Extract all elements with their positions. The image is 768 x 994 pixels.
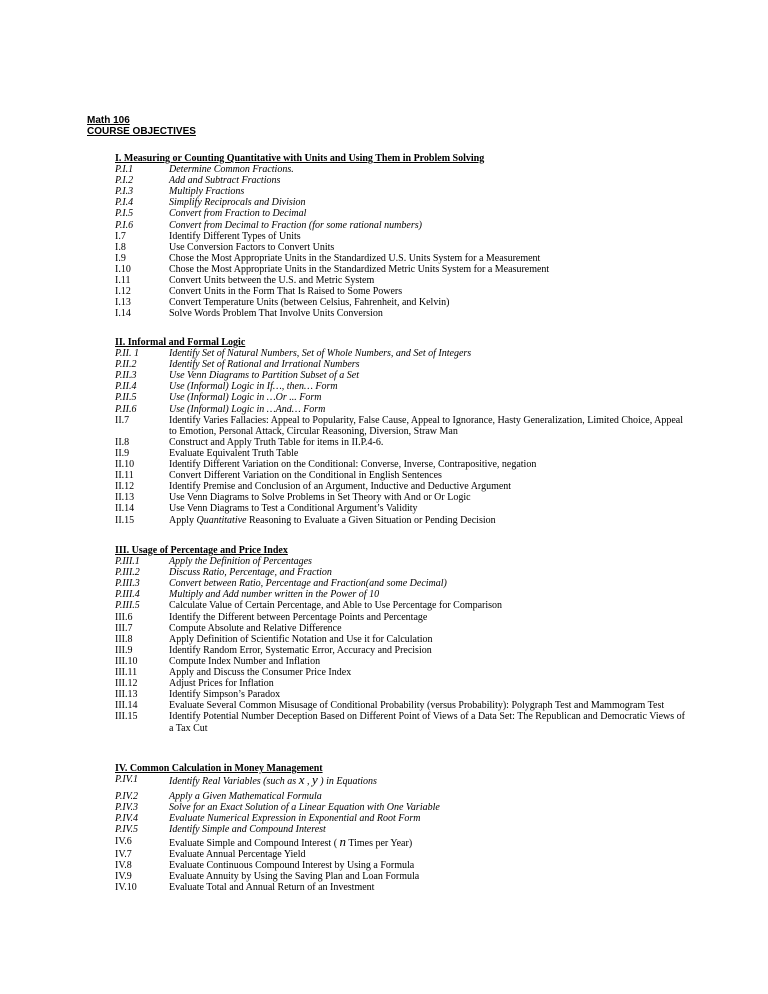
objective-text: Chose the Most Appropriate Units in the Standardized Metric Units System for a Measurement (169, 263, 550, 275)
list-item (115, 264, 689, 275)
objective-text: Identify Set of Rational and Irrational Numbers (169, 359, 360, 371)
list-item (115, 860, 689, 871)
objective-code: P.III.5 (115, 600, 140, 612)
objective-text: Convert Units in the Form That Is Raised to Some Powers (169, 286, 403, 298)
objective-code: P.IV.2 (115, 791, 138, 803)
objective-text: Compute Index Number and Inflation (169, 655, 321, 667)
objective-text: Use (Informal) Logic in …And… Form (169, 403, 326, 415)
objective-code: III.7 (115, 622, 133, 634)
objective-code: III.13 (115, 689, 138, 701)
variable-n: n (339, 833, 347, 849)
list-item (115, 645, 689, 656)
objective-text: Evaluate Annual Percentage Yield (169, 848, 306, 860)
list-item (115, 802, 689, 813)
objective-code: P.III.2 (115, 567, 140, 579)
list-item (115, 481, 689, 492)
objective-text: Apply and Discuss the Consumer Price Index (169, 667, 352, 679)
objective-text: Add and Subtract Fractions (169, 175, 281, 187)
section-3 (115, 545, 689, 734)
objective-text: Evaluate Continuous Compound Interest by Using a Formula (169, 859, 415, 871)
objective-code: II.8 (115, 436, 130, 448)
list-item (115, 197, 689, 208)
objective-text: Multiply and Add number written in the Power of 10 (169, 589, 380, 601)
list-item (115, 470, 689, 481)
objective-text: Multiply Fractions (169, 186, 245, 198)
objective-text: Evaluate Numerical Expression in Exponential and Root Form (169, 813, 421, 825)
list-item (115, 813, 689, 824)
objective-code: P.I.3 (115, 186, 134, 198)
list-item (115, 700, 689, 711)
objective-code: P.II. 1 (115, 348, 139, 360)
objective-text: Convert from Fraction to Decimal (169, 208, 307, 220)
objective-text: Discuss Ratio, Percentage, and Fraction (169, 567, 332, 579)
objective-text: Use (Informal) Logic in …Or ... Form (169, 392, 322, 404)
objective-text: Use Venn Diagrams to Solve Problems in Set Theory with And or Or Logic (169, 492, 471, 504)
list-item (115, 220, 689, 231)
objective-text: Convert Temperature Units (between Celsius, Fahrenheit, and Kelvin) (169, 297, 450, 309)
objective-code: I.7 (115, 230, 126, 242)
objective-code: P.IV.4 (115, 813, 138, 825)
list-item (115, 359, 689, 370)
objective-code: II.14 (115, 503, 135, 515)
objective-text: Identify the Different between Percentage Points and Percentage (169, 611, 428, 623)
list-item (115, 348, 689, 359)
objective-text: Calculate Value of Certain Percentage, and Able to Use Percentage for Comparison (169, 600, 503, 612)
objective-code: III.6 (115, 611, 133, 623)
list-item (115, 600, 689, 611)
objective-text: Identify Random Error, Systematic Error, Accuracy and Precision (169, 644, 432, 656)
list-item (115, 711, 689, 733)
objective-code: P.I.4 (115, 197, 134, 209)
list-item (115, 634, 689, 645)
list-item (115, 656, 689, 667)
objective-code: I.14 (115, 308, 131, 320)
objective-code: III.12 (115, 678, 138, 690)
course-title: Math 106 (87, 115, 130, 126)
list-item (115, 623, 689, 634)
objective-code: P.IV.5 (115, 824, 138, 836)
objective-code: III.9 (115, 644, 133, 656)
objective-text: Identify Simple and Compound Interest (169, 824, 326, 836)
objective-code: P.IV.3 (115, 802, 138, 814)
objective-code: P.III.3 (115, 578, 140, 590)
section-title: I. Measuring or Counting Quantitative with Units and Using Them in Problem Solving (115, 153, 485, 164)
objective-text: Identify Different Types of Units (169, 230, 301, 242)
objective-text: Adjust Prices for Inflation (169, 678, 274, 690)
objective-code: IV.9 (115, 870, 132, 882)
list-item (115, 448, 689, 459)
objective-code: P.II.4 (115, 381, 137, 393)
variable-x: x (298, 772, 305, 788)
objective-code: P.II.6 (115, 403, 137, 415)
objective-text: Identify Simpson’s Paradox (169, 689, 281, 701)
objective-text: Solve Words Problem That Involve Units Conversion (169, 308, 383, 320)
objective-text: Apply Quantitative Reasoning to Evaluate a Given Situation or Pending Decision (169, 514, 496, 526)
list-item (115, 503, 689, 514)
list-item (115, 415, 689, 437)
variable-y: y (311, 772, 318, 788)
objective-code: IV.6 (115, 835, 132, 847)
objective-code: I.9 (115, 252, 126, 264)
list-item (115, 404, 689, 415)
objective-text: Evaluate Equivalent Truth Table (169, 447, 299, 459)
objective-code: P.III.1 (115, 556, 140, 568)
objective-text: Convert Units between the U.S. and Metric System (169, 275, 375, 287)
objective-code: IV.7 (115, 848, 132, 860)
course-objectives-heading: COURSE OBJECTIVES (87, 126, 196, 137)
objective-code: III.14 (115, 700, 138, 712)
objective-text: Evaluate Several Common Misusage of Conditional Probability (versus Probability): Polygraph Test and Mammogram Test (169, 700, 665, 712)
objective-text: Identify Varies Fallacies: Appeal to Popularity, False Cause, Appeal to Ignorance, Hasty Generalization, Limited Choice, Appeal to Emotion, Personal Attack, Circular Reasoning, Diversion, Straw Man (169, 414, 684, 437)
list-item (115, 392, 689, 403)
list-item (115, 774, 689, 787)
objective-code: II.7 (115, 414, 130, 426)
objective-text: Identify Premise and Conclusion of an Argument, Inductive and Deductive Argument (169, 481, 512, 493)
objective-code: III.10 (115, 655, 138, 667)
objective-code: I.10 (115, 263, 131, 275)
list-item (115, 231, 689, 242)
objective-text: Apply Definition of Scientific Notation and Use it for Calculation (169, 633, 433, 645)
quantitative-emphasis: Quantitative (196, 514, 247, 526)
list-item (115, 381, 689, 392)
objective-text: Simplify Reciprocals and Division (169, 197, 306, 209)
objective-code: P.II.3 (115, 370, 137, 382)
section-4 (115, 763, 689, 893)
list-item (115, 370, 689, 381)
list-item (115, 208, 689, 219)
objective-code: III.8 (115, 633, 133, 645)
objective-text: Use Venn Diagrams to Partition Subset of a Set (169, 370, 359, 382)
list-item (115, 871, 689, 882)
objective-text: Determine Common Fractions. (169, 164, 294, 176)
objective-code: P.II.5 (115, 392, 137, 404)
list-item (115, 882, 689, 893)
objective-text: Identify Different Variation on the Conditional: Converse, Inverse, Contrapositive, negation (169, 459, 537, 471)
objective-text: Identify Potential Number Deception Based on Different Point of Views of a Data Set: The Republican and Democratic Views of a Tax Cut (169, 711, 685, 734)
list-item (115, 678, 689, 689)
objective-text: Use (Informal) Logic in If…, then… Form (169, 381, 338, 393)
section-1 (115, 153, 689, 319)
section-title: II. Informal and Formal Logic (115, 337, 246, 348)
objective-text: Use Venn Diagrams to Test a Conditional Argument’s Validity (169, 503, 418, 515)
objective-code: P.I.2 (115, 175, 134, 187)
list-item (115, 164, 689, 175)
objective-code: P.III.4 (115, 589, 140, 601)
objective-text: Identify Set of Natural Numbers, Set of Whole Numbers, and Set of Integers (169, 348, 472, 360)
objective-text: Identify Real Variables (such as x , y ) in Equations (169, 772, 377, 788)
objective-text: Use Conversion Factors to Convert Units (169, 241, 335, 253)
objective-code: P.II.2 (115, 359, 137, 371)
objective-code: P.IV.1 (115, 774, 138, 786)
objective-code: IV.8 (115, 859, 132, 871)
objective-text: Compute Absolute and Relative Difference (169, 622, 342, 634)
objective-text: Construct and Apply Truth Table for items in II.P.4-6. (169, 436, 384, 448)
objective-code: II.9 (115, 447, 130, 459)
objective-code: P.I.6 (115, 219, 134, 231)
objective-code: P.I.5 (115, 208, 134, 220)
objective-text: Evaluate Annuity by Using the Saving Plan and Loan Formula (169, 870, 420, 882)
list-item (115, 849, 689, 860)
list-item (115, 833, 689, 849)
list-item (115, 578, 689, 589)
objective-code: I.11 (115, 275, 131, 287)
objective-code: I.8 (115, 241, 126, 253)
list-item (115, 689, 689, 700)
list-item (115, 667, 689, 678)
objective-text: Evaluate Simple and Compound Interest ( n Times per Year) (169, 833, 413, 849)
list-item (115, 297, 689, 308)
objective-code: II.13 (115, 492, 135, 504)
objective-code: II.12 (115, 481, 135, 493)
list-item (115, 515, 689, 526)
list-item (115, 437, 689, 448)
objective-code: IV.10 (115, 881, 137, 893)
objective-text: Evaluate Total and Annual Return of an Investment (169, 881, 375, 893)
objective-text: Chose the Most Appropriate Units in the Standardized U.S. Units System for a Measurement (169, 252, 541, 264)
objective-text: Convert Different Variation on the Conditional in English Sentences (169, 470, 442, 482)
objective-text: Apply the Definition of Percentages (169, 556, 312, 568)
objective-code: III.11 (115, 667, 138, 679)
section-title: IV. Common Calculation in Money Management (115, 763, 323, 774)
list-item (115, 492, 689, 503)
list-item (115, 275, 689, 286)
objective-code: P.I.1 (115, 164, 134, 176)
list-item (115, 824, 689, 835)
objective-text: Convert from Decimal to Fraction (for some rational numbers) (169, 219, 422, 231)
list-item (115, 556, 689, 567)
objective-text: Apply a Given Mathematical Formula (169, 791, 322, 803)
list-item (115, 186, 689, 197)
objective-code: I.12 (115, 286, 131, 298)
objective-text: Solve for an Exact Solution of a Linear Equation with One Variable (169, 802, 440, 814)
objective-code: II.15 (115, 514, 135, 526)
list-item (115, 175, 689, 186)
objective-code: III.15 (115, 711, 138, 723)
objective-text: Convert between Ratio, Percentage and Fraction(and some Decimal) (169, 578, 447, 590)
document-header (87, 115, 196, 137)
list-item (115, 253, 689, 264)
list-item (115, 459, 689, 470)
objective-code: II.10 (115, 459, 135, 471)
objective-code: I.13 (115, 297, 131, 309)
list-item (115, 242, 689, 253)
section-2 (115, 337, 689, 526)
list-item (115, 791, 689, 802)
list-item (115, 567, 689, 578)
section-title: III. Usage of Percentage and Price Index (115, 545, 288, 556)
list-item (115, 308, 689, 319)
objective-code: II.11 (115, 470, 134, 482)
list-item (115, 286, 689, 297)
list-item (115, 589, 689, 600)
list-item (115, 612, 689, 623)
